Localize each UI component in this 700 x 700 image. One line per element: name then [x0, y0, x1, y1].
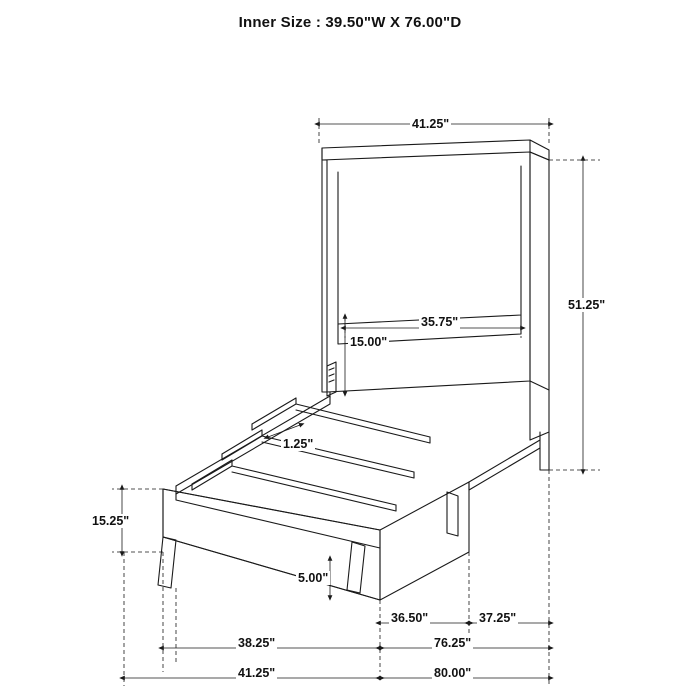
dimension-headboard-width: 41.25"	[412, 117, 450, 131]
dimension-overall-depth: 80.00"	[434, 666, 472, 680]
page-title: Inner Size : 39.50"W X 76.00"D	[238, 14, 462, 31]
dimension-headboard-panel-height: 15.00"	[350, 335, 388, 349]
dimension-footboard-depth: 36.50"	[391, 611, 429, 625]
dimension-mattress-depth: 76.25"	[434, 636, 472, 650]
dimension-headboard-panel-width: 35.75"	[421, 315, 459, 329]
dimension-side-rail-offset: 37.25"	[479, 611, 517, 625]
dimension-overall-width: 41.25"	[238, 666, 276, 680]
dimension-slat-thickness: 1.25"	[283, 437, 314, 451]
dimension-leg-height: 5.00"	[298, 571, 329, 585]
dimension-deck-height: 15.25"	[92, 514, 130, 528]
dimension-overall-height: 51.25"	[568, 298, 606, 312]
dimension-interior-depth: 38.25"	[238, 636, 276, 650]
